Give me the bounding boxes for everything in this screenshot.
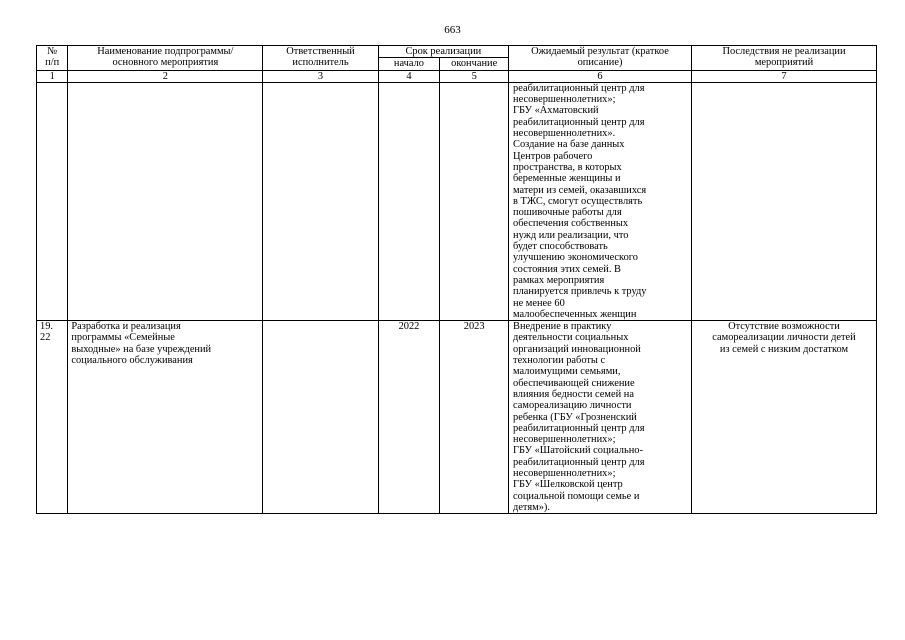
header-result: Ожидаемый результат (краткое описание) [509,46,692,71]
row-end: 2023 [440,321,509,514]
row-responsible [263,321,378,514]
row-num [37,82,68,320]
row-responsible [263,82,378,320]
row-result: Внедрение в практику деятельности социальных организаций инновационной технологии работы с малоимущими семьями, обеспечивающей снижение влияния бедности семей на самореализацию личности ребенка (ГБУ «Грозненский реабилитационный центр для несовершеннолетних»; ГБУ «Шатойский социально- реабилитационный центр для несовершеннолетних»; ГБУ «Шелковской центр социальной помощи семье и детям»). [509,321,692,514]
header-period: Срок реализации [378,46,508,58]
column-number-row [37,70,877,82]
row-consequences: Отсутствие возможности самореализации личности детей из семей с низким достатком [691,321,876,514]
column-number: 7 [691,70,876,82]
row-name [68,82,263,320]
page-number: 663 [444,24,461,36]
column-number: 6 [509,70,692,82]
header-row [37,46,877,58]
table-row [37,82,877,320]
row-consequences [691,82,876,320]
header-responsible: Ответственный исполнитель [263,46,378,71]
header-name: Наименование подпрограммы/ основного мероприятия [68,46,263,71]
header-consequences: Последствия не реализации мероприятий [691,46,876,71]
row-start [378,82,440,320]
program-table [36,45,877,514]
header-num: № п/п [37,46,68,71]
row-name: Разработка и реализация программы «Семейные выходные» на базе учреждений социального обслуживания [68,321,263,514]
column-number: 4 [378,70,440,82]
row-end [440,82,509,320]
row-result: реабилитационный центр для несовершеннолетних»; ГБУ «Ахматовский реабилитационный центр для несовершеннолетних». Создание на базе данных Центров рабочего пространства, в которых беременные женщины и матери из семей, оказавшихся в ТЖС, смогут осуществлять пошивочные работы для обеспечения собственных нужд или реализации, что будет способствовать улучшению экономического состояния этих семей. В рамках мероприятия планируется привлечь к труду не менее 60 малообеспеченных женщин [509,82,692,320]
row-num: 19. 22 [37,321,68,514]
column-number: 1 [37,70,68,82]
column-number: 3 [263,70,378,82]
column-number: 2 [68,70,263,82]
table-row [37,321,877,514]
header-end: окончание [440,58,509,70]
header-start: начало [378,58,440,70]
row-start: 2022 [378,321,440,514]
column-number: 5 [440,70,509,82]
